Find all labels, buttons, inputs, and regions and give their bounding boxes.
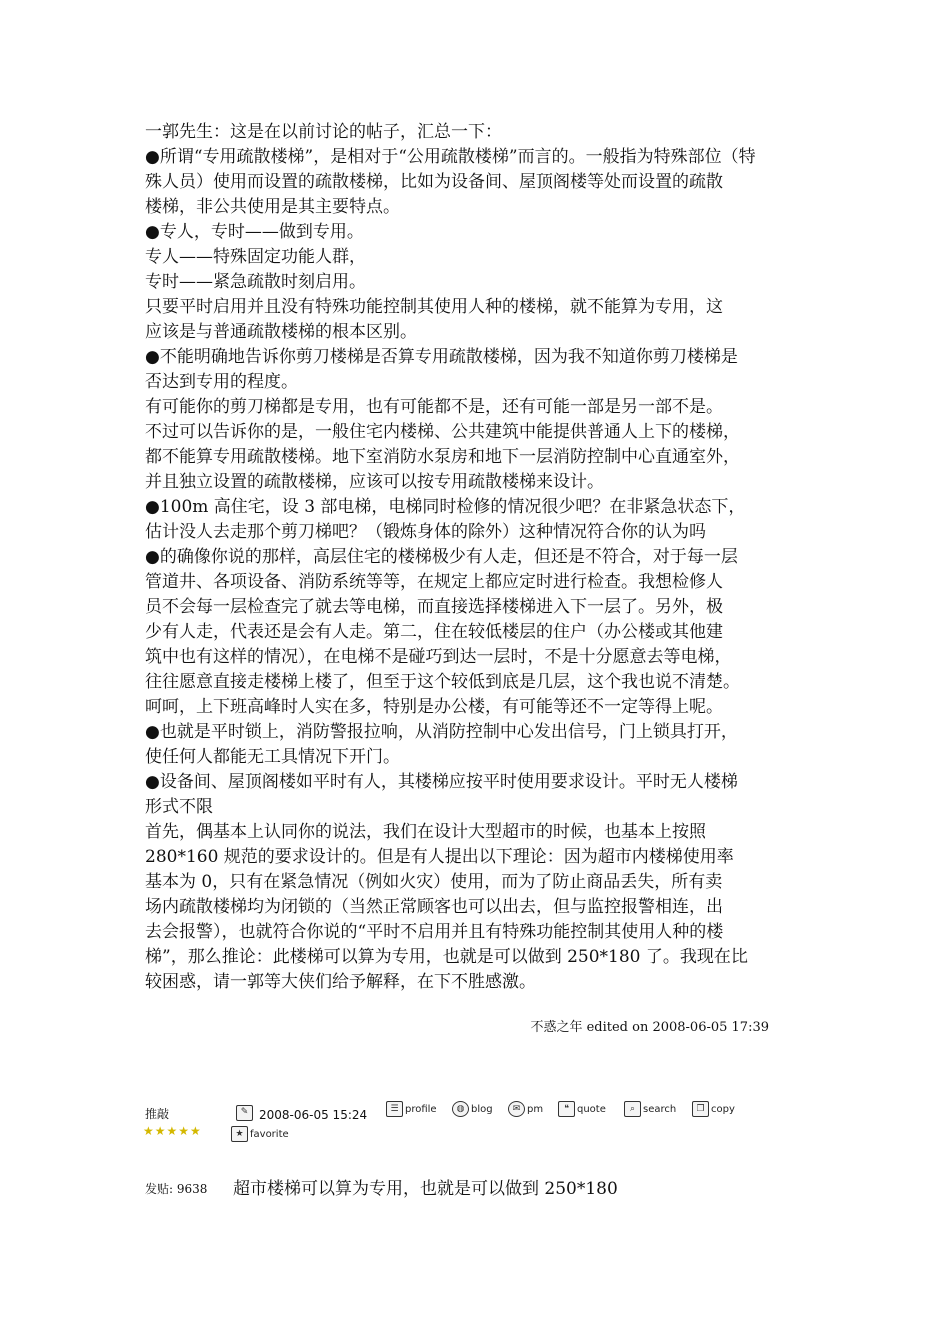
copy-icon: ❐ (692, 1101, 709, 1117)
search-button[interactable] (624, 1101, 676, 1117)
post-line: 员不会每一层检查完了就去等电梯，而直接选择楼梯进入下一层了。另外，极 (145, 597, 723, 617)
post-line: 形式不限 (145, 797, 213, 817)
post-line: ●也就是平时锁上，消防警报拉响，从消防控制中心发出信号，门上锁具打开， (145, 722, 738, 742)
quote-button[interactable] (558, 1101, 606, 1117)
post-line: 殊人员）使用而设置的疏散楼梯，比如为设备间、屋顶阁楼等处而设置的疏散 (145, 172, 723, 192)
edited-note: 不惑之年 edited on 2008-06-05 17:39 (530, 1020, 769, 1035)
reply-title: 超市楼梯可以算为专用，也就是可以做到 250*180 (233, 1179, 618, 1199)
favorite-label: favorite (250, 1128, 289, 1140)
post-body (145, 120, 785, 995)
document-icon: ✎ (236, 1105, 253, 1121)
post-line: ●设备间、屋顶阁楼如平时有人，其楼梯应按平时使用要求设计。平时无人楼梯 (145, 772, 738, 792)
post-line: ●不能明确地告诉你剪刀楼梯是否算专用疏散楼梯，因为我不知道你剪刀楼梯是 (145, 347, 738, 367)
profile-label: profile (405, 1103, 437, 1115)
quote-icon: ❝ (558, 1101, 575, 1117)
post-icon (236, 1099, 253, 1121)
copy-label: copy (711, 1103, 735, 1115)
post-line: 管道井、各项设备、消防系统等等，在规定上都应定时进行检查。我想检修人 (145, 572, 723, 592)
post-line: 有可能你的剪刀梯都是专用，也有可能都不是，还有可能一部是另一部不是。 (145, 397, 723, 417)
post-line: 专人——特殊固定功能人群， (145, 247, 366, 267)
post-timestamp: 2008-06-05 15:24 (259, 1108, 368, 1122)
post-line: 梯”，那么推论：此楼梯可以算为专用，也就是可以做到 250*180 了。我现在比 (145, 947, 748, 967)
pm-button[interactable] (508, 1101, 543, 1117)
post-line: 应该是与普通疏散楼梯的根本区别。 (145, 322, 417, 342)
globe-icon: ◍ (452, 1101, 469, 1117)
post-line: 往往愿意直接走楼梯上楼了，但至于这个较低到底是几层，这个我也说不清楚。 (145, 672, 740, 692)
post-line: ●100m 高住宅，设 3 部电梯，电梯同时检修的情况很少吧？在非紧急状态下， (145, 497, 746, 517)
post-line: 较困惑，请一郭等大侠们给予解释，在下不胜感激。 (145, 972, 536, 992)
blog-label: blog (471, 1103, 493, 1115)
post-line: 280*160 规范的要求设计的。但是有人提出以下理论：因为超市内楼梯使用率 (145, 847, 734, 867)
profile-button[interactable] (386, 1101, 437, 1117)
favorite-button[interactable] (231, 1126, 289, 1142)
post-line: ●所谓“专用疏散楼梯”，是相对于“公用疏散楼梯”而言的。一般指为特殊部位（特 (145, 147, 756, 167)
post-line: ●的确像你说的那样，高层住宅的楼梯极少有人走，但还是不符合，对于每一层 (145, 547, 738, 567)
post-line: 楼梯，非公共使用是其主要特点。 (145, 197, 400, 217)
search-label: search (643, 1103, 677, 1115)
post-line: 一郭先生：这是在以前讨论的帖子，汇总一下： (145, 122, 502, 142)
post-line: ●专人，专时——做到专用。 (145, 222, 364, 242)
username[interactable]: 推敲 (145, 1107, 170, 1121)
post-count: 发贴: 9638 (145, 1182, 208, 1196)
post-line: 去会报警），也就符合你说的“平时不启用并且有特殊功能控制其使用人种的楼 (145, 922, 724, 942)
post-line: 只要平时启用并且没有特殊功能控制其使用人种的楼梯，就不能算为专用，这 (145, 297, 723, 317)
profile-icon: ☰ (386, 1101, 403, 1117)
favorite-icon: ★ (231, 1126, 248, 1142)
post-line: 场内疏散楼梯均为闭锁的（当然正常顾客也可以出去，但与监控报警相连，出 (145, 897, 723, 917)
post-line: 呵呵，上下班高峰时人实在多，特别是办公楼，有可能等还不一定等得上呢。 (145, 697, 723, 717)
copy-button[interactable] (692, 1101, 735, 1117)
post-line: 并且独立设置的疏散楼梯，应该可以按专用疏散楼梯来设计。 (145, 472, 604, 492)
post-line: 否达到专用的程度。 (145, 372, 298, 392)
post-line: 专时——紧急疏散时刻启用。 (145, 272, 366, 292)
post-line: 筑中也有这样的情况），在电梯不是碰巧到达一层时，不是十分愿意去等电梯， (145, 647, 732, 667)
quote-label: quote (577, 1103, 606, 1115)
post-line: 都不能算专用疏散楼梯。地下室消防水泵房和地下一层消防控制中心直通室外， (145, 447, 740, 467)
post-line: 少有人走，代表还是会有人走。第二，住在较低楼层的住户（办公楼或其他建 (145, 622, 723, 642)
pm-label: pm (527, 1103, 544, 1115)
post-line: 使任何人都能无工具情况下开门。 (145, 747, 400, 767)
blog-button[interactable] (452, 1101, 493, 1117)
rating-stars: ★★★★★ (143, 1124, 202, 1138)
post-line: 不过可以告诉你的是，一般住宅内楼梯、公共建筑中能提供普通人上下的楼梯， (145, 422, 740, 442)
post-line: 估计没人去走那个剪刀梯吧？（锻炼身体的除外）这种情况符合你的认为吗 (145, 522, 706, 542)
message-icon: ✉ (508, 1101, 525, 1117)
search-icon: ⌕ (624, 1101, 641, 1117)
post-line: 首先，偶基本上认同你的说法，我们在设计大型超市的时候，也基本上按照 (145, 822, 706, 842)
post-line: 基本为 0，只有在紧急情况（例如火灾）使用，而为了防止商品丢失，所有卖 (145, 872, 723, 892)
